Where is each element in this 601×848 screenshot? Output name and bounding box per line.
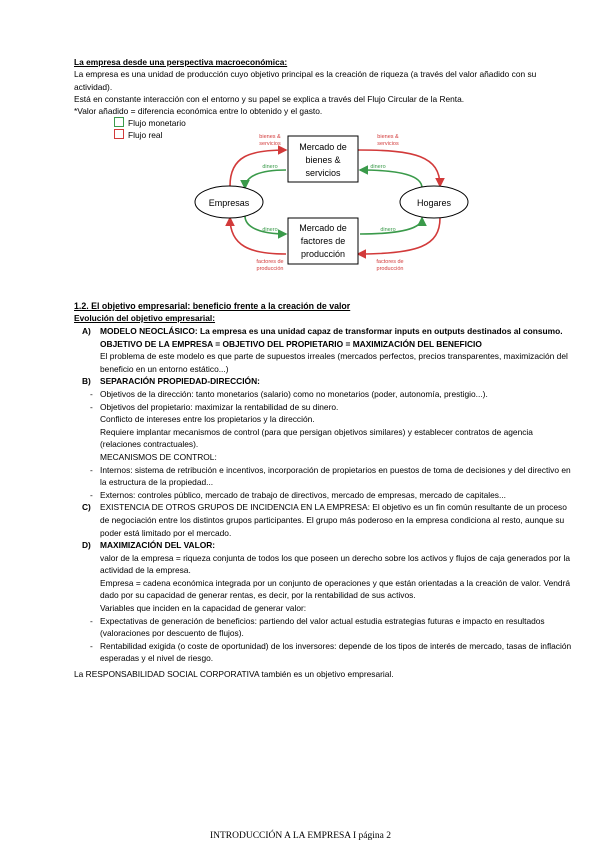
- item-b-conflict: Conflicto de intereses entre los propietarios y la dirección.: [100, 414, 315, 425]
- tl-money-label: dinero: [262, 164, 278, 170]
- households-label: Hogares: [416, 198, 452, 208]
- item-d-marker: D): [82, 540, 91, 551]
- arrow-factors-to-firms: [230, 218, 286, 254]
- factors-market-line1: Mercado de: [299, 223, 347, 233]
- legend-real: [114, 129, 162, 142]
- legend-monetary-label: Flujo monetario: [128, 118, 186, 128]
- legend-real-swatch: [114, 129, 124, 139]
- item-a-marker: A): [82, 326, 91, 336]
- br-money-label: dinero: [380, 227, 396, 233]
- page-footer: INTRODUCCIÓN A LA EMPRESA I página 2: [209, 831, 392, 841]
- intro-paragraph-1: La empresa es una unidad de producción cuyo objetivo principal es la creación de riqueza (a través del valor añadido con su actividad).: [74, 69, 537, 92]
- intro-title: La empresa desde una perspectiva macroeconómica:: [74, 57, 288, 67]
- goods-market-line2: bienes &: [305, 155, 341, 165]
- item-d-required-return: Rentabilidad exigida (o coste de oportunidad) de los inversores: depende de los tipos de interés de mercado, tasas de inflación esperadas y el nivel de riesgo.: [100, 640, 572, 664]
- goods-market-line1: Mercado de: [299, 142, 347, 152]
- legend-monetary: [114, 117, 186, 130]
- list-item-b-d4: - Externos: controles público, mercado de trabajo de directivos, mercado de empresas, mercado de capitales...: [74, 489, 574, 502]
- bl-flow-label-1: factores de: [256, 259, 284, 265]
- goods-market-line3: servicios: [305, 168, 341, 178]
- item-b-direction: Objetivos de la dirección: tanto monetarios (salario) como no monetarios (poder, autonomía, prestigio...).: [100, 388, 488, 399]
- intro-paragraph-2: Está en constante interacción con el entorno y su papel se explica a través del Flujo Circular de la Renta.: [74, 94, 465, 104]
- item-b-marker: B): [82, 376, 91, 387]
- list-item-b-d3: - Internos: sistema de retribución e incentivos, incorporación de propietarios en puestos de toma de decisiones y del directivo en la estructura de la propiedad...: [74, 464, 574, 489]
- intro-note: *Valor añadido = diferencia económica entre lo obtenido y el gasto.: [74, 106, 323, 116]
- list-item-b-text: [74, 413, 574, 463]
- legend-real-label: Flujo real: [128, 130, 163, 140]
- tr-flow-label-1: bienes &: [377, 134, 399, 140]
- circular-flow-diagram: [190, 126, 490, 276]
- factors-market-line3: producción: [300, 249, 346, 259]
- item-d-company: Empresa = cadena económica integrada por un conjunto de operaciones y que están orientadas a la creación de valor. Vendrá dado por su capacidad de generar rentas, es decir, por la rentabilidad de sus activos.: [100, 577, 571, 601]
- item-c-marker: C): [82, 502, 91, 513]
- item-b-mechanisms: MECANISMOS DE CONTROL:: [100, 451, 217, 462]
- list-item-d-d1: - Expectativas de generación de beneficios: partiendo del valor actual estudia estrategias futuras e impacto en resultados (valoraciones por descuento de flujos).: [74, 615, 574, 640]
- bl-flow-label-2: producción: [256, 266, 284, 272]
- item-a-equation: OBJETIVO DE LA EMPRESA = OBJETIVO DEL PROPIETARIO = MAXIMIZACIÓN DEL BENEFICIO: [100, 338, 482, 349]
- tl-flow-label-1: bienes &: [259, 134, 281, 140]
- item-d-expectations: Expectativas de generación de beneficios: partiendo del valor actual estudia estrategias futuras e impacto en resultados (valoraciones por descuento de flujos).: [100, 615, 545, 639]
- item-b-owner: Objetivos del propietario: maximizar la rentabilidad de su dinero.: [100, 401, 339, 412]
- br-flow-label-1: factores de: [376, 259, 404, 265]
- section-heading: 1.2. El objetivo empresarial: beneficio frente a la creación de valor: [74, 301, 351, 311]
- list-item-b: [74, 375, 574, 388]
- item-d-value: valor de la empresa = riqueza conjunta de todos los que poseen un derecho sobre los activos y flujos de caja generados por la actividad de la empresa.: [100, 552, 570, 576]
- tl-flow-label-2: servicios: [259, 141, 281, 147]
- br-flow-label-2: producción: [376, 266, 404, 272]
- item-d-variables: Variables que inciden en la capacidad de generar valor:: [100, 603, 307, 614]
- arrow-factors-to-market: [358, 218, 440, 254]
- objective-list: [74, 325, 574, 665]
- firms-label: Empresas: [208, 198, 250, 208]
- list-item-a: [74, 325, 574, 375]
- arrow-money-to-firms: [245, 170, 286, 188]
- item-b-internal: Internos: sistema de retribución e incentivos, incorporación de propietarios en puestos de toma de decisiones y del directivo en la estructura de la propiedad...: [100, 464, 571, 488]
- item-b-requires: Requiere implantar mecanismos de control (para que persigan objetivos similares) y establecer contratos de agencia (relaciones contractuales).: [100, 426, 533, 450]
- item-a-title: MODELO NEOCLÁSICO: La empresa es una unidad capaz de transformar inputs en outputs destinados al consumo.: [100, 326, 563, 336]
- item-a-problem: El problema de este modelo es que parte de supuestos irreales (mercados perfectos, precios transparentes, maximización del beneficio en un entorno estático...): [100, 351, 568, 374]
- section-subheading: Evolución del objetivo empresarial:: [74, 313, 216, 323]
- list-item-c: [74, 501, 574, 539]
- closing-statement: La RESPONSABILIDAD SOCIAL CORPORATIVA también es un objetivo empresarial.: [74, 669, 394, 679]
- item-b-title: SEPARACIÓN PROPIEDAD-DIRECCIÓN:: [100, 376, 260, 387]
- list-item-b-d2: - Objetivos del propietario: maximizar la rentabilidad de su dinero.: [74, 401, 574, 414]
- list-item-d: [74, 539, 574, 615]
- tr-money-label: dinero: [370, 164, 386, 170]
- list-item-d-d2: - Rentabilidad exigida (o coste de oportunidad) de los inversores: depende de los tipos de interés de mercado, tasas de inflación esperadas y el nivel de riesgo.: [74, 640, 574, 665]
- item-b-external: Externos: controles público, mercado de trabajo de directivos, mercado de empresas, mercado de capitales...: [100, 489, 506, 500]
- list-item-b-d1: - Objetivos de la dirección: tanto monetarios (salario) como no monetarios (poder, autonomía, prestigio...).: [74, 388, 574, 401]
- arrow-money-to-market: [360, 170, 422, 188]
- item-c-title: EXISTENCIA DE OTROS GRUPOS DE INCIDENCIA EN LA EMPRESA: El objetivo es un fin común resultante de un proceso de negociación entre los distintos grupos participantes. El grupo más poderoso en la empresa condiciona al resto, aunque su poder está limitado por el mercado.: [100, 502, 567, 538]
- tr-flow-label-2: servicios: [377, 141, 399, 147]
- legend-monetary-swatch: [114, 117, 124, 127]
- item-d-title: MAXIMIZACIÓN DEL VALOR:: [100, 540, 216, 551]
- bl-money-label: dinero: [262, 227, 278, 233]
- factors-market-line2: factores de: [300, 236, 346, 246]
